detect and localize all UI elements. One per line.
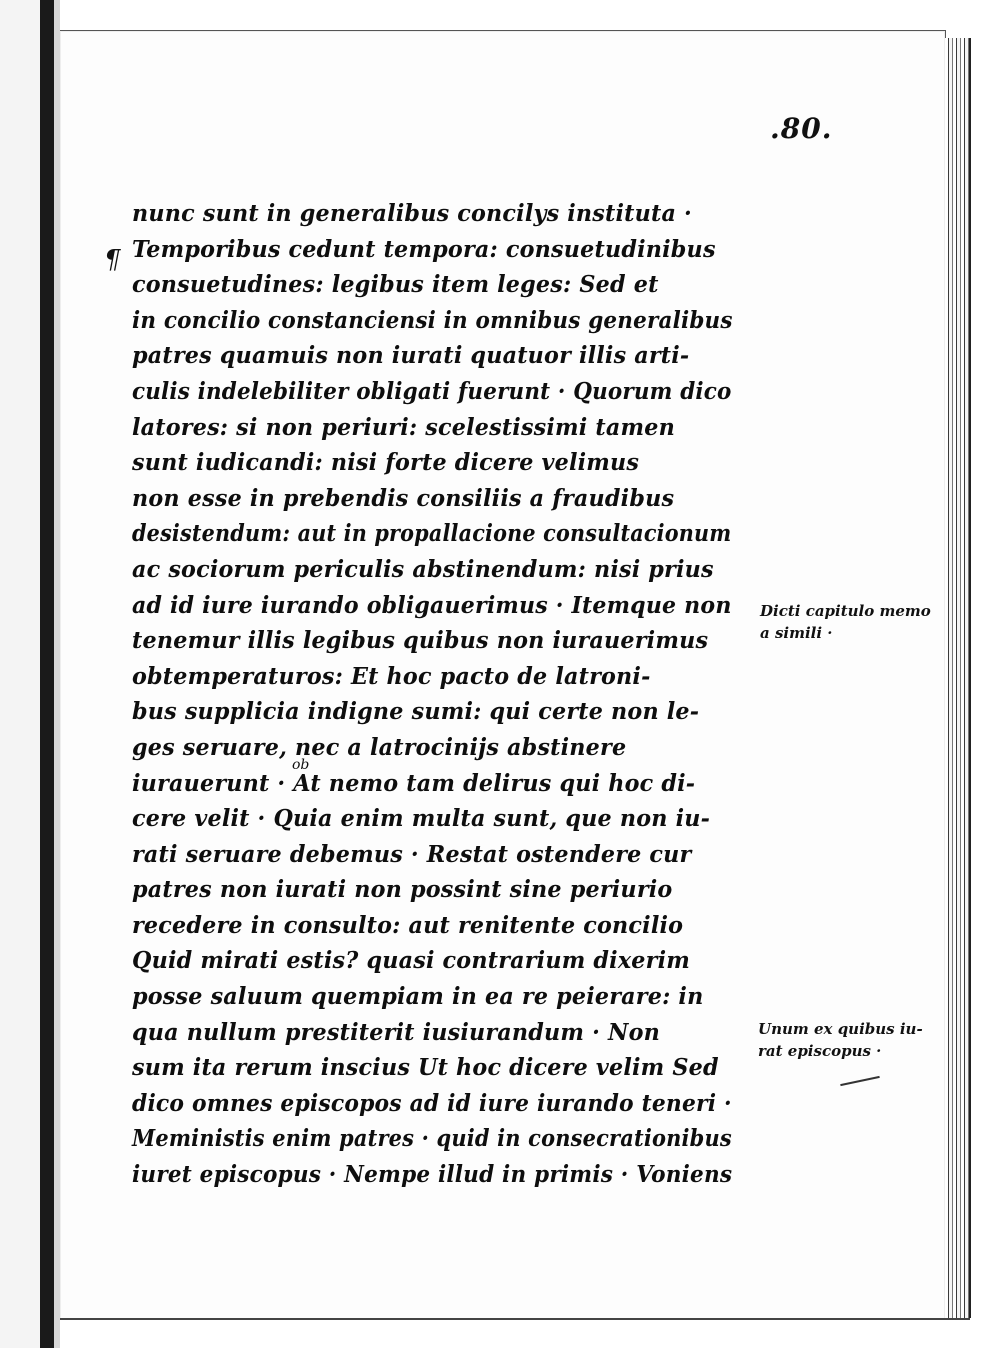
text-line: culis indelebiliter obligati fuerunt · Quorum dico — [132, 377, 732, 405]
text-line: patres non iurati non possint sine periurio — [132, 876, 673, 904]
margin-note-line: Dicti capitulo memo — [760, 602, 931, 620]
text-line: ad id iure iurando obligauerimus · Itemque non — [132, 591, 732, 619]
text-line: latores: si non periuri: scelestissimi tamen — [132, 413, 675, 441]
folio-number: .80. — [770, 112, 833, 145]
interlinear-gloss: ob — [292, 757, 310, 773]
page-stack-edge — [945, 38, 971, 1318]
text-line: recedere in consulto: aut renitente concilio — [132, 911, 684, 939]
text-line: qua nullum prestiterit iusiurandum · Non — [132, 1018, 660, 1046]
margin-note-line: Unum ex quibus iu- — [758, 1020, 923, 1038]
text-line: in concilio constanciensi in omnibus generalibus — [132, 306, 733, 334]
text-line: desistendum: aut in propallacione consultacionum — [132, 520, 732, 548]
paragraph-mark: ¶ — [104, 245, 121, 275]
text-line: ac sociorum periculis abstinendum: nisi prius — [132, 555, 714, 583]
margin-note-1 — [760, 600, 931, 644]
text-line: Temporibus cedunt tempora: consuetudinibus — [132, 235, 716, 263]
text-line: rati seruare debemus · Restat ostendere cur — [132, 840, 692, 868]
text-line: nunc sunt in generalibus concilys instituta · — [132, 200, 693, 227]
text-line: non esse in prebendis consiliis a fraudibus — [132, 484, 675, 512]
text-line: ges seruare, nec a latrocinijs abstinere — [132, 733, 627, 761]
main-text-block — [132, 196, 752, 1193]
text-line: sum ita rerum inscius Ut hoc dicere velim Sed — [132, 1054, 719, 1082]
text-line: consuetudines: legibus item leges: Sed et — [132, 271, 659, 299]
text-line: dico omnes episcopos ad id iure iurando teneri · — [132, 1089, 732, 1117]
text-line: Meministis enim patres · quid in consecrationibus — [132, 1125, 732, 1153]
facing-page-edge — [0, 0, 41, 1348]
margin-note-line: a simili · — [760, 624, 833, 642]
text-line: cere velit · Quia enim multa sunt, que non iu- — [132, 805, 711, 833]
book-binding — [40, 0, 54, 1348]
text-line: posse saluum quempiam in ea re peierare: in — [132, 983, 704, 1011]
margin-note-2 — [758, 1018, 923, 1062]
page-bottom-edge — [60, 1318, 970, 1350]
text-line: bus supplicia indigne sumi: qui certe non le- — [132, 698, 700, 726]
text-line: patres quamuis non iurati quatuor illis arti- — [132, 342, 690, 370]
text-line: Quid mirati estis? quasi contrarium dixerim — [132, 947, 690, 975]
text-line: iurauerunt · At nemo tam delirus qui hoc di- — [132, 769, 696, 797]
text-line: sunt iudicandi: nisi forte dicere velimus — [132, 449, 640, 477]
margin-note-line: rat episcopus · — [758, 1042, 882, 1060]
text-line: obtemperaturos: Et hoc pacto de latroni- — [132, 662, 651, 690]
text-line: tenemur illis legibus quibus non iurauerimus — [132, 627, 709, 655]
text-line: iuret episcopus · Nempe illud in primis · Voniens — [132, 1161, 733, 1189]
